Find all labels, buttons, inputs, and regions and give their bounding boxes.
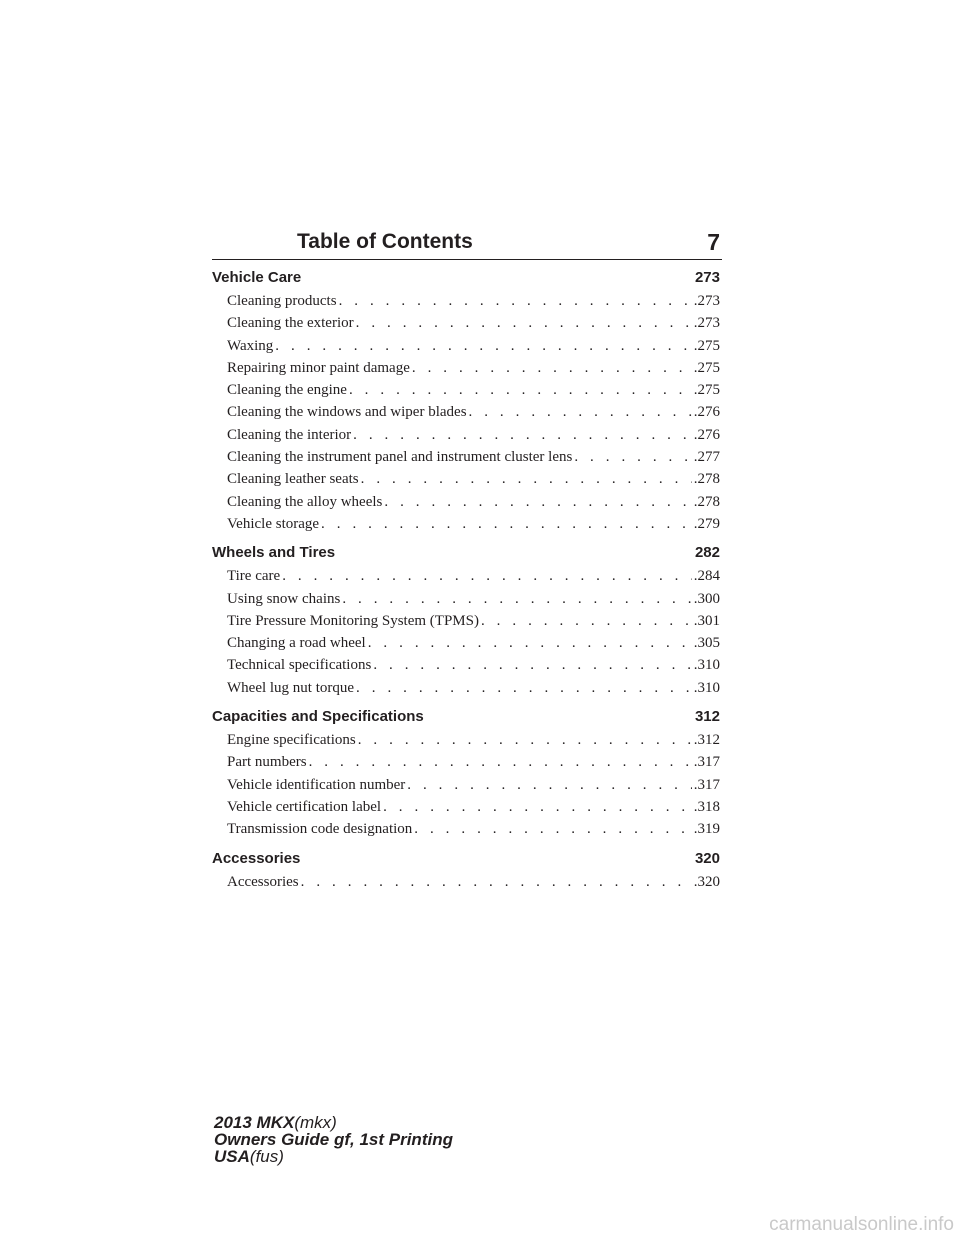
- toc-entry-page: .275: [693, 337, 720, 354]
- toc-entry[interactable]: [212, 357, 720, 379]
- toc-entry-page: .273: [693, 315, 720, 332]
- page-title: Table of Contents: [297, 230, 473, 253]
- toc-entry-page: .319: [693, 821, 720, 838]
- toc-section: [212, 543, 720, 699]
- toc-entry-label: Part numbers: [227, 754, 307, 771]
- toc-entry-label: Waxing: [227, 337, 274, 354]
- toc-entry-label: Tire Pressure Monitoring System (TPMS): [227, 612, 479, 629]
- toc-entry[interactable]: [212, 491, 720, 513]
- toc-entry-leader: [368, 632, 692, 654]
- table-of-contents: [212, 268, 720, 901]
- toc-entry-leader: [301, 871, 692, 893]
- toc-entry-page: .301: [693, 612, 720, 629]
- toc-entry-label: Engine specifications: [227, 732, 356, 749]
- toc-entry-leader: [342, 588, 691, 610]
- toc-entry-leader: [349, 379, 692, 401]
- toc-entry-leader: [275, 335, 691, 357]
- toc-entry-page: .284: [693, 568, 720, 585]
- footer-market: USA: [214, 1147, 250, 1166]
- toc-entry-label: Cleaning the instrument panel and instrument cluster lens: [227, 449, 573, 466]
- toc-entry[interactable]: [212, 632, 720, 654]
- toc-section-heading[interactable]: [212, 849, 720, 868]
- toc-entry-page: .279: [693, 515, 720, 532]
- toc-entry-page: .273: [693, 293, 720, 309]
- toc-entry-leader: [356, 312, 692, 334]
- toc-entry-label: Cleaning the alloy wheels: [227, 493, 383, 510]
- toc-entry-label: Wheel lug nut torque: [227, 679, 355, 696]
- toc-entry-label: Accessories: [227, 873, 299, 890]
- toc-entry-leader: [469, 401, 692, 423]
- toc-entry[interactable]: [212, 610, 720, 632]
- toc-section-heading[interactable]: [212, 268, 720, 287]
- toc-entry-leader: [384, 491, 691, 513]
- toc-entry-leader: [414, 818, 691, 840]
- footer-model: 2013 MKX: [214, 1113, 295, 1132]
- toc-entry-page: .318: [693, 798, 720, 815]
- toc-entry-label: Cleaning the windows and wiper blades: [227, 404, 467, 421]
- toc-entry-page: .320: [693, 873, 720, 890]
- toc-entry-leader: [407, 774, 691, 796]
- toc-entry-leader: [481, 610, 692, 632]
- toc-entry-page: .276: [693, 426, 720, 443]
- toc-entry-page: .300: [693, 590, 720, 607]
- footer-model-code: (mkx): [294, 1113, 337, 1132]
- toc-entry[interactable]: [212, 871, 720, 893]
- toc-entry[interactable]: [212, 751, 720, 773]
- toc-entry[interactable]: [212, 729, 720, 751]
- toc-entry-page: .310: [693, 679, 720, 696]
- footer-market-code: (fus): [249, 1147, 284, 1166]
- toc-entry-label: Using snow chains: [227, 590, 341, 607]
- toc-entry-label: Cleaning the engine: [227, 382, 347, 399]
- toc-entry[interactable]: [212, 654, 720, 676]
- watermark: carmanualsonline.info: [769, 1214, 954, 1235]
- toc-entry-label: Technical specifications: [227, 657, 372, 674]
- toc-entry-label: Transmission code designation: [227, 821, 413, 838]
- toc-entry-page: .317: [693, 754, 720, 771]
- toc-entry[interactable]: [212, 446, 720, 468]
- toc-entry-page: .277: [693, 449, 720, 466]
- toc-entry-leader: [309, 751, 692, 773]
- toc-section: [212, 849, 720, 893]
- toc-entry-label: Cleaning the exterior: [227, 315, 354, 332]
- toc-section: [212, 268, 720, 535]
- toc-entry-leader: [373, 654, 691, 676]
- toc-entry[interactable]: [212, 401, 720, 423]
- toc-entry-leader: [412, 357, 692, 379]
- toc-section-title: Wheels and Tires: [212, 544, 336, 562]
- toc-entry-leader: [358, 729, 692, 751]
- toc-entry-label: Cleaning products: [227, 293, 337, 309]
- toc-entry-leader: [339, 290, 692, 312]
- toc-entry-label: Vehicle certification label: [227, 798, 382, 815]
- toc-entry-page: .276: [693, 404, 720, 421]
- toc-entry-label: Vehicle identification number: [227, 776, 406, 793]
- toc-entry-leader: [353, 424, 692, 446]
- toc-entry[interactable]: [212, 424, 720, 446]
- page-header: [212, 228, 722, 260]
- toc-entry[interactable]: [212, 290, 720, 312]
- toc-entry-label: Cleaning leather seats: [227, 471, 359, 488]
- toc-entry[interactable]: [212, 818, 720, 840]
- toc-entry[interactable]: [212, 677, 720, 699]
- toc-section-title: Capacities and Specifications: [212, 708, 424, 726]
- toc-section-page: 282: [694, 544, 720, 562]
- toc-entry[interactable]: [212, 468, 720, 490]
- toc-entry[interactable]: [212, 588, 720, 610]
- page-number: 7: [707, 229, 720, 255]
- toc-entry-page: .312: [693, 732, 720, 749]
- toc-section-page: 273: [694, 269, 720, 286]
- toc-entry[interactable]: [212, 379, 720, 401]
- toc-entry-page: .275: [693, 382, 720, 399]
- toc-entry-label: Changing a road wheel: [227, 635, 366, 652]
- toc-entry[interactable]: [212, 335, 720, 357]
- toc-entry-leader: [361, 468, 692, 490]
- toc-entry[interactable]: [212, 312, 720, 334]
- toc-entry-page: .278: [693, 471, 720, 488]
- toc-section-title: Vehicle Care: [212, 269, 302, 286]
- toc-entry-leader: [574, 446, 691, 468]
- toc-entry-page: .278: [693, 493, 720, 510]
- toc-entry-leader: [321, 513, 692, 535]
- toc-entry[interactable]: [212, 513, 720, 535]
- toc-entry-leader: [282, 565, 692, 587]
- toc-entry-leader: [383, 796, 692, 818]
- toc-entry[interactable]: [212, 565, 720, 587]
- toc-entry[interactable]: [212, 774, 720, 796]
- toc-entry-label: Cleaning the interior: [227, 426, 352, 443]
- toc-entry-label: Tire care: [227, 568, 281, 585]
- toc-section-page: 320: [694, 849, 720, 867]
- toc-entry-page: .310: [693, 657, 720, 674]
- toc-entry-label: Vehicle storage: [227, 515, 320, 532]
- toc-section: [212, 707, 720, 840]
- toc-entry-leader: [356, 677, 692, 699]
- toc-section-heading[interactable]: [212, 707, 720, 726]
- toc-entry-page: .317: [693, 776, 720, 793]
- toc-entry[interactable]: [212, 796, 720, 818]
- toc-entry-page: .305: [693, 635, 720, 652]
- toc-section-page: 312: [694, 708, 720, 726]
- document-footer: [214, 1114, 453, 1165]
- toc-section-title: Accessories: [212, 849, 301, 867]
- toc-entry-page: .275: [693, 359, 720, 376]
- footer-guide: Owners Guide gf, 1st Printing: [214, 1130, 453, 1149]
- toc-section-heading[interactable]: [212, 543, 720, 562]
- toc-entry-label: Repairing minor paint damage: [227, 359, 410, 376]
